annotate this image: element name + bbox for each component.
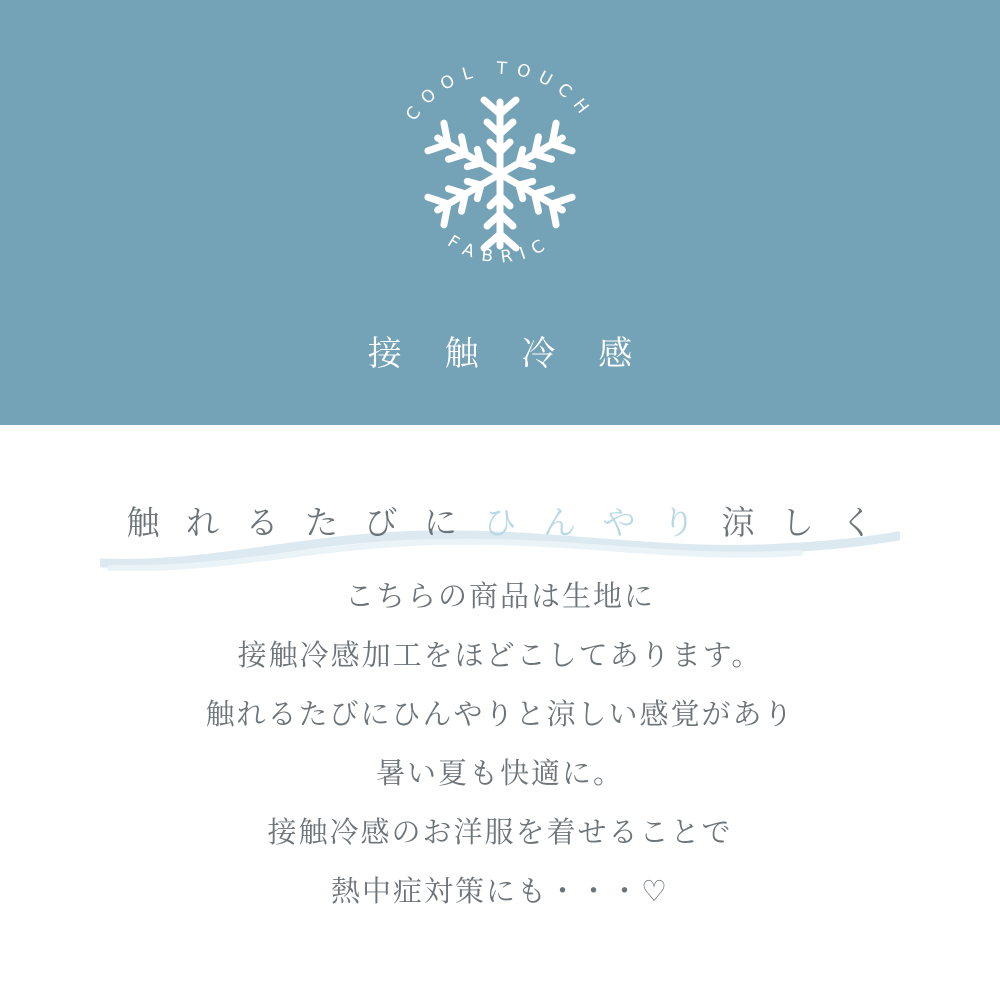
content-area: [0, 425, 1000, 1000]
paragraph-line: 熱中症対策にも・・・♡: [331, 874, 669, 908]
cool-touch-badge: [360, 34, 640, 314]
description-paragraph: [0, 567, 1000, 921]
paragraph-line: 接触冷感加工をほどこしてあります。: [237, 638, 763, 672]
svg-text:COOL TOUCH: COOL TOUCH: [402, 58, 598, 125]
lead-text: [0, 497, 1000, 544]
paragraph-line: 接触冷感のお洋服を着せることで: [267, 815, 733, 849]
hero-title: 接 触 冷 感: [367, 334, 649, 374]
lead-block: [0, 425, 1000, 545]
lead-text-highlight: ひ ん や り: [483, 503, 703, 542]
snowflake-icon: [428, 100, 572, 248]
paragraph-line: 触れるたびにひんやりと涼しい感覚があり: [205, 697, 795, 731]
hero-banner: [0, 0, 1000, 425]
svg-text:FABRIC: FABRIC: [443, 231, 557, 268]
paragraph-line: 暑い夏も快適に。: [375, 756, 624, 790]
paragraph-line: こちらの商品は生地に: [344, 579, 655, 613]
lead-text-before: 触 れ る た び に: [126, 503, 484, 542]
lead-text-after: 涼 し く: [702, 503, 882, 542]
